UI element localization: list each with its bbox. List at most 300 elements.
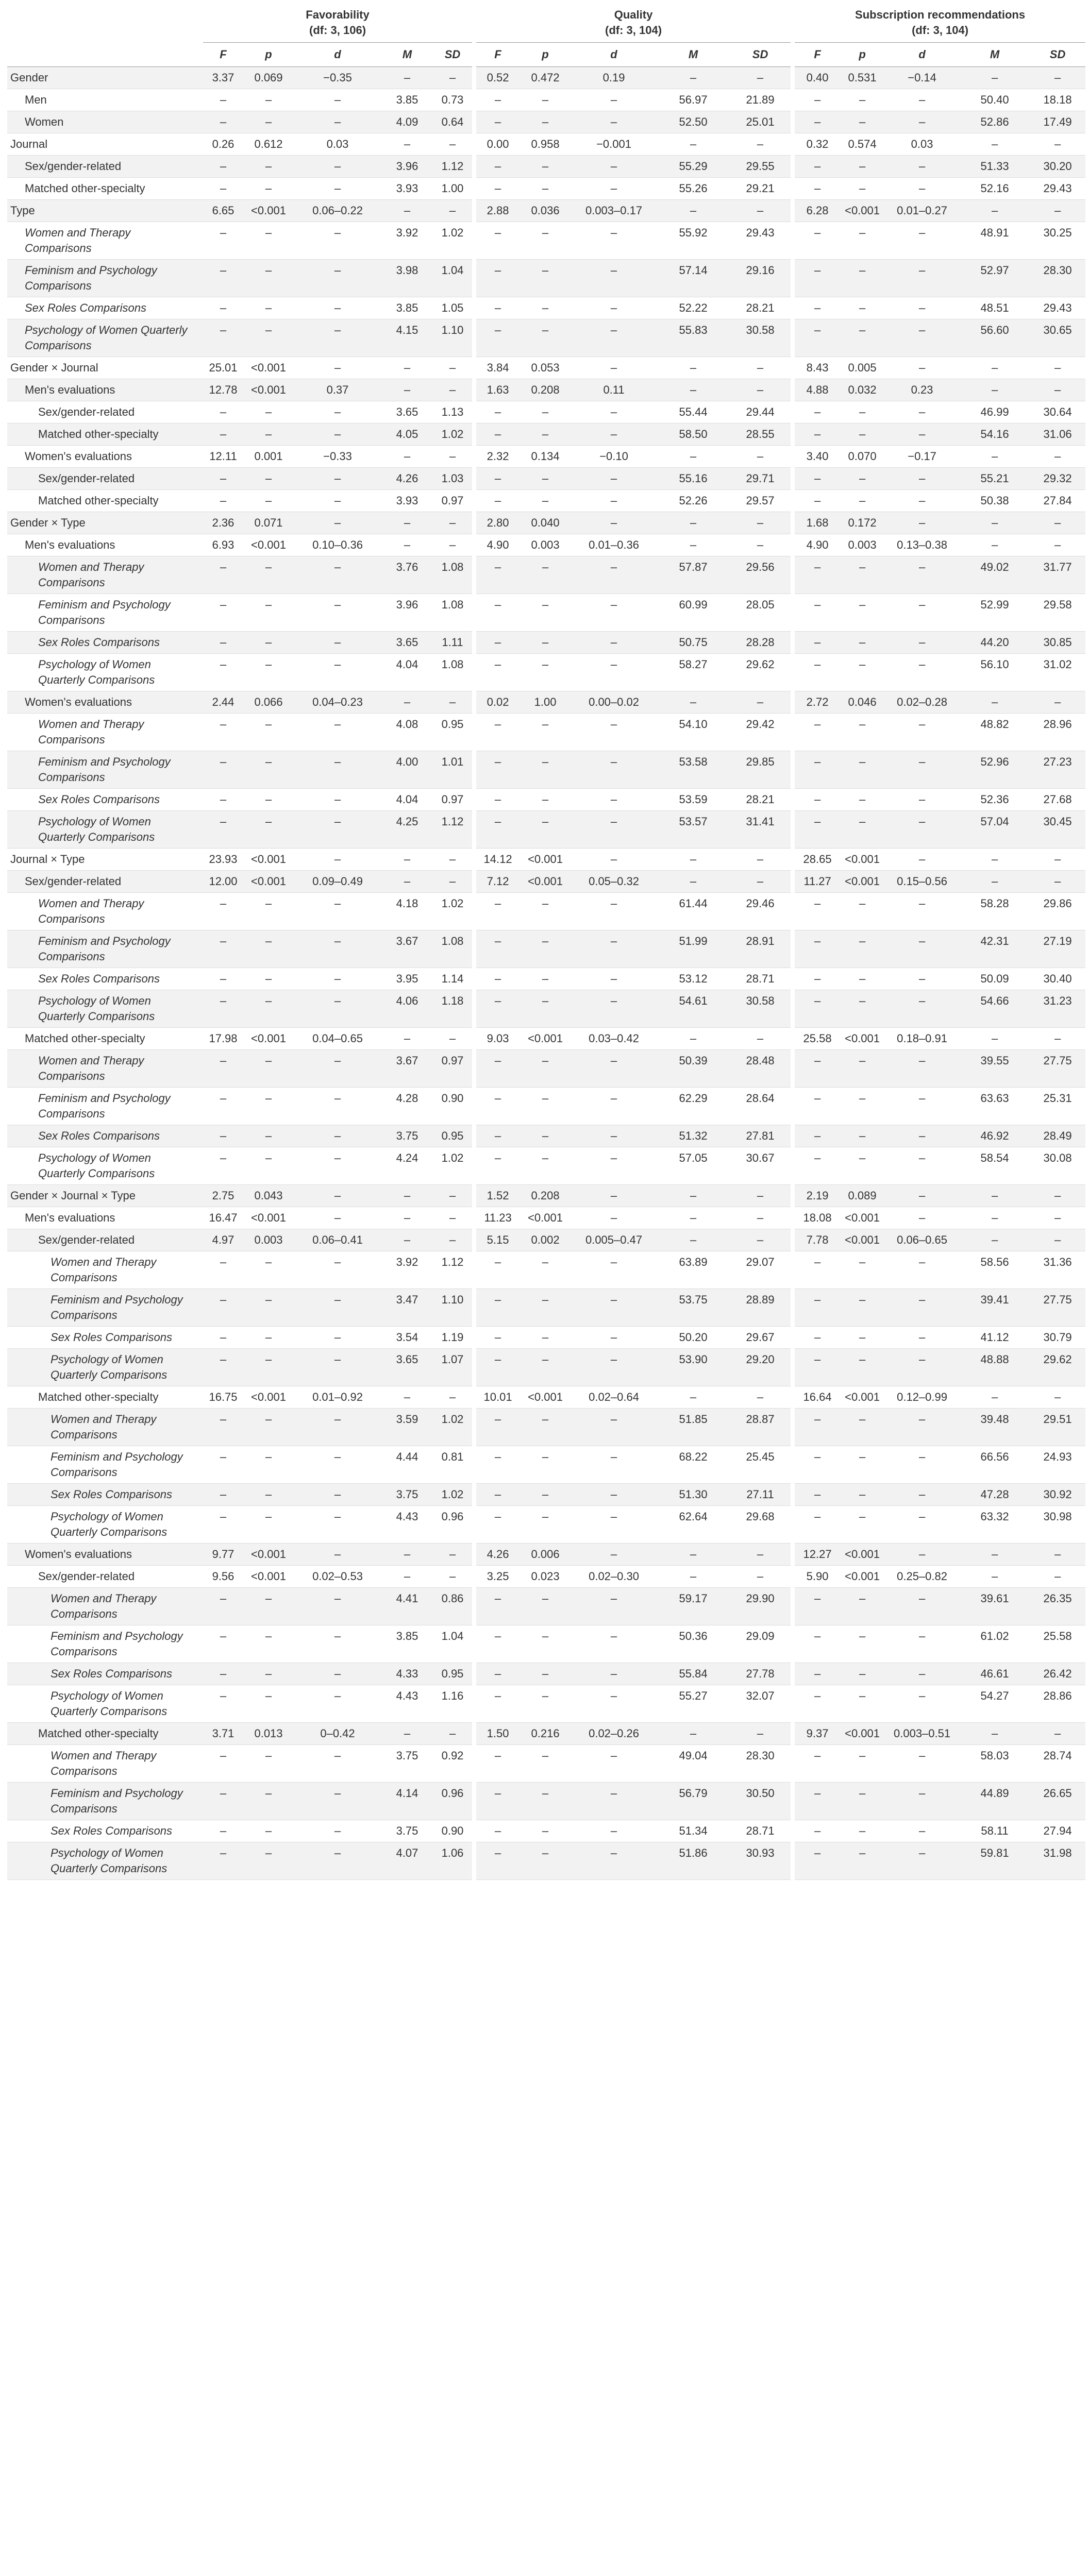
table-row (7, 632, 1085, 654)
cell-value: – (474, 156, 520, 178)
cell-value: – (730, 849, 793, 871)
cell-value: 17.49 (1030, 111, 1085, 133)
cell-value: −0.33 (294, 446, 381, 468)
table-row (7, 1147, 1085, 1185)
cell-value: – (793, 893, 840, 930)
group-title: Subscription recommendations (855, 8, 1026, 21)
cell-value: – (203, 319, 243, 357)
cell-value: <0.001 (520, 1028, 571, 1050)
cell-value: – (203, 156, 243, 178)
cell-value: – (884, 1588, 960, 1625)
cell-value: 17.98 (203, 1028, 243, 1050)
row-label: Matched other-specialty (7, 423, 203, 446)
row-label: Women and Therapy Comparisons (7, 1409, 203, 1446)
cell-value: – (793, 1409, 840, 1446)
cell-value: 28.49 (1030, 1125, 1085, 1147)
cell-value: 3.75 (381, 1820, 433, 1842)
cell-value: 3.75 (381, 1125, 433, 1147)
cell-value: – (730, 871, 793, 893)
cell-value: – (571, 1745, 657, 1783)
cell-value: – (520, 1484, 571, 1506)
cell-value: 0.070 (840, 446, 884, 468)
cell-value: – (840, 930, 884, 968)
table-row (7, 1028, 1085, 1050)
cell-value: <0.001 (520, 871, 571, 893)
row-label: Gender × Journal (7, 357, 203, 379)
cell-value: 29.55 (730, 156, 793, 178)
subcolumn-subscription-sd: SD (1030, 43, 1085, 67)
cell-value: – (571, 1207, 657, 1229)
cell-value: – (203, 893, 243, 930)
cell-value: – (840, 1349, 884, 1386)
cell-value: – (571, 594, 657, 632)
cell-value: – (243, 89, 294, 111)
cell-value: – (474, 89, 520, 111)
cell-value: – (730, 357, 793, 379)
cell-value: 18.08 (793, 1207, 840, 1229)
cell-value: 4.26 (381, 468, 433, 490)
row-label: Feminism and Psychology Comparisons (7, 1088, 203, 1125)
cell-value: 1.01 (433, 751, 474, 789)
table-row (7, 1327, 1085, 1349)
cell-value: 63.63 (960, 1088, 1030, 1125)
cell-value: – (474, 222, 520, 260)
cell-value: 0.023 (520, 1566, 571, 1588)
cell-value: 55.84 (657, 1663, 730, 1685)
cell-value: 0.01–0.36 (571, 534, 657, 556)
cell-value: – (884, 1050, 960, 1088)
cell-value: 50.40 (960, 89, 1030, 111)
cell-value: 0.01–0.92 (294, 1386, 381, 1409)
cell-value: – (571, 1147, 657, 1185)
cell-value: – (243, 1663, 294, 1685)
table-row (7, 1842, 1085, 1880)
table-row (7, 1349, 1085, 1386)
cell-value: – (243, 1349, 294, 1386)
cell-value: 3.71 (203, 1723, 243, 1745)
cell-value: <0.001 (243, 1544, 294, 1566)
cell-value: – (474, 811, 520, 849)
cell-value: 3.93 (381, 490, 433, 512)
cell-value: – (520, 490, 571, 512)
cell-value: – (474, 1506, 520, 1544)
cell-value: 48.82 (960, 714, 1030, 751)
cell-value: 28.65 (793, 849, 840, 871)
cell-value: 0.032 (840, 379, 884, 401)
cell-value: – (520, 401, 571, 423)
cell-value: – (243, 1289, 294, 1327)
cell-value: – (243, 178, 294, 200)
cell-value: 0.95 (433, 714, 474, 751)
cell-value: 1.06 (433, 1842, 474, 1880)
cell-value: 0.06–0.22 (294, 200, 381, 222)
cell-value: 32.07 (730, 1685, 793, 1723)
cell-value: 0.066 (243, 691, 294, 714)
cell-value: 50.20 (657, 1327, 730, 1349)
cell-value: – (203, 789, 243, 811)
cell-value: 44.20 (960, 632, 1030, 654)
cell-value: 4.14 (381, 1783, 433, 1820)
cell-value: 0.86 (433, 1588, 474, 1625)
cell-value: – (571, 751, 657, 789)
cell-value: – (433, 1723, 474, 1745)
cell-value: <0.001 (243, 1028, 294, 1050)
cell-value: 1.16 (433, 1685, 474, 1723)
cell-value: – (294, 1251, 381, 1289)
cell-value: – (657, 871, 730, 893)
cell-value: – (520, 156, 571, 178)
cell-value: 25.01 (203, 357, 243, 379)
cell-value: – (243, 1050, 294, 1088)
cell-value: – (793, 968, 840, 990)
cell-value: – (294, 1088, 381, 1125)
cell-value: 0–0.42 (294, 1723, 381, 1745)
cell-value: – (571, 849, 657, 871)
cell-value: – (571, 1409, 657, 1446)
cell-value: – (793, 789, 840, 811)
cell-value: – (294, 751, 381, 789)
cell-value: – (1030, 1028, 1085, 1050)
table-row (7, 556, 1085, 594)
cell-value: – (657, 379, 730, 401)
cell-value: – (730, 534, 793, 556)
table-header (7, 5, 1085, 67)
cell-value: – (571, 893, 657, 930)
cell-value: – (203, 468, 243, 490)
cell-value: – (884, 222, 960, 260)
cell-value: – (960, 1028, 1030, 1050)
cell-value: – (294, 1842, 381, 1880)
table-body (7, 67, 1085, 1880)
cell-value: 44.89 (960, 1783, 1030, 1820)
cell-value: 58.27 (657, 654, 730, 691)
cell-value: – (203, 751, 243, 789)
cell-value: 31.98 (1030, 1842, 1085, 1880)
cell-value: 28.64 (730, 1088, 793, 1125)
cell-value: – (884, 714, 960, 751)
cell-value: – (203, 490, 243, 512)
cell-value: 3.93 (381, 178, 433, 200)
table-row (7, 178, 1085, 200)
cell-value: – (657, 67, 730, 89)
cell-value: – (730, 1723, 793, 1745)
cell-value: – (243, 811, 294, 849)
cell-value: – (793, 423, 840, 446)
cell-value: 0.97 (433, 1050, 474, 1088)
cell-value: – (294, 811, 381, 849)
group-df: (df: 3, 106) (309, 24, 366, 37)
subcolumn-favorability-m: M (381, 43, 433, 67)
cell-value: – (657, 133, 730, 156)
cell-value: – (294, 89, 381, 111)
cell-value: 27.94 (1030, 1820, 1085, 1842)
cell-value: 0.574 (840, 133, 884, 156)
cell-value: 31.02 (1030, 654, 1085, 691)
cell-value: – (203, 1484, 243, 1506)
cell-value: – (571, 1588, 657, 1625)
cell-value: 0.03–0.42 (571, 1028, 657, 1050)
cell-value: – (571, 1289, 657, 1327)
cell-value: 5.15 (474, 1229, 520, 1251)
table-row (7, 1820, 1085, 1842)
row-label: Women (7, 111, 203, 133)
cell-value: 0.97 (433, 789, 474, 811)
cell-value: 29.85 (730, 751, 793, 789)
row-label: Sex/gender-related (7, 1229, 203, 1251)
cell-value: 4.05 (381, 423, 433, 446)
cell-value: – (840, 156, 884, 178)
cell-value: – (793, 111, 840, 133)
cell-value: – (294, 556, 381, 594)
cell-value: 3.75 (381, 1745, 433, 1783)
cell-value: 53.57 (657, 811, 730, 849)
cell-value: 59.17 (657, 1588, 730, 1625)
cell-value: – (433, 446, 474, 468)
cell-value: 51.85 (657, 1409, 730, 1446)
cell-value: – (884, 156, 960, 178)
cell-value: – (571, 789, 657, 811)
cell-value: <0.001 (840, 1229, 884, 1251)
cell-value: 0.05–0.32 (571, 871, 657, 893)
cell-value: 53.59 (657, 789, 730, 811)
cell-value: – (884, 89, 960, 111)
cell-value: – (884, 1147, 960, 1185)
cell-value: – (433, 1028, 474, 1050)
cell-value: 0.52 (474, 67, 520, 89)
cell-value: 28.71 (730, 968, 793, 990)
cell-value: 54.27 (960, 1685, 1030, 1723)
cell-value: <0.001 (840, 1544, 884, 1566)
table-row (7, 446, 1085, 468)
cell-value: 0.19 (571, 67, 657, 89)
cell-value: – (294, 990, 381, 1028)
table-row (7, 1446, 1085, 1484)
cell-value: – (294, 1588, 381, 1625)
cell-value: – (474, 178, 520, 200)
row-label: Gender × Journal × Type (7, 1185, 203, 1207)
cell-value: 0.13–0.38 (884, 534, 960, 556)
cell-value: 1.11 (433, 632, 474, 654)
cell-value: 31.23 (1030, 990, 1085, 1028)
row-label: Feminism and Psychology Comparisons (7, 1783, 203, 1820)
cell-value: 0.10–0.36 (294, 534, 381, 556)
cell-value: 58.54 (960, 1147, 1030, 1185)
cell-value: 55.16 (657, 468, 730, 490)
table-row (7, 1386, 1085, 1409)
cell-value: – (381, 1566, 433, 1588)
cell-value: – (520, 1446, 571, 1484)
cell-value: – (571, 1251, 657, 1289)
cell-value: – (960, 1229, 1030, 1251)
cell-value: – (520, 468, 571, 490)
cell-value: 29.20 (730, 1349, 793, 1386)
cell-value: 0.005 (840, 357, 884, 379)
cell-value: 39.41 (960, 1289, 1030, 1327)
cell-value: 29.56 (730, 556, 793, 594)
table-row (7, 1544, 1085, 1566)
cell-value: 1.68 (793, 512, 840, 534)
cell-value: – (381, 871, 433, 893)
table-row (7, 357, 1085, 379)
cell-value: – (203, 1625, 243, 1663)
table-row (7, 654, 1085, 691)
cell-value: – (243, 930, 294, 968)
cell-value: – (657, 1723, 730, 1745)
cell-value: 27.75 (1030, 1289, 1085, 1327)
cell-value: 46.92 (960, 1125, 1030, 1147)
cell-value: – (884, 990, 960, 1028)
cell-value: – (203, 1820, 243, 1842)
cell-value: – (840, 1685, 884, 1723)
cell-value: – (520, 1842, 571, 1880)
cell-value: 29.16 (730, 260, 793, 297)
cell-value: – (243, 594, 294, 632)
cell-value: – (294, 893, 381, 930)
cell-value: – (793, 1446, 840, 1484)
cell-value: 0.472 (520, 67, 571, 89)
cell-value: 54.16 (960, 423, 1030, 446)
cell-value: 27.78 (730, 1663, 793, 1685)
cell-value: 46.99 (960, 401, 1030, 423)
cell-value: 4.07 (381, 1842, 433, 1880)
cell-value: – (520, 632, 571, 654)
cell-value: 58.56 (960, 1251, 1030, 1289)
cell-value: – (294, 490, 381, 512)
cell-value: – (243, 1147, 294, 1185)
cell-value: – (381, 200, 433, 222)
cell-value: – (243, 1409, 294, 1446)
cell-value: – (1030, 1386, 1085, 1409)
cell-value: – (1030, 871, 1085, 893)
cell-value: 51.86 (657, 1842, 730, 1880)
row-label: Psychology of Women Quarterly Comparisons (7, 1842, 203, 1880)
cell-value: – (884, 1663, 960, 1685)
cell-value: 3.96 (381, 594, 433, 632)
row-label: Matched other-specialty (7, 1723, 203, 1745)
cell-value: 2.44 (203, 691, 243, 714)
cell-value: – (381, 1028, 433, 1050)
cell-value: 0.208 (520, 1185, 571, 1207)
cell-value: – (243, 1484, 294, 1506)
cell-value: – (294, 297, 381, 319)
row-label: Sex Roles Comparisons (7, 968, 203, 990)
cell-value: – (657, 691, 730, 714)
cell-value: – (884, 490, 960, 512)
table-row (7, 990, 1085, 1028)
cell-value: – (203, 1349, 243, 1386)
cell-value: – (203, 714, 243, 751)
table-row (7, 379, 1085, 401)
cell-value: – (884, 1745, 960, 1783)
cell-value: – (474, 260, 520, 297)
row-label: Psychology of Women Quarterly Comparisons (7, 1147, 203, 1185)
cell-value: – (657, 534, 730, 556)
row-label: Psychology of Women Quarterly Comparisons (7, 1685, 203, 1723)
cell-value: 3.85 (381, 297, 433, 319)
cell-value: – (657, 1544, 730, 1566)
cell-value: – (571, 319, 657, 357)
cell-value: 29.58 (1030, 594, 1085, 632)
cell-value: – (474, 1125, 520, 1147)
cell-value: 27.75 (1030, 1050, 1085, 1088)
row-label: Women and Therapy Comparisons (7, 222, 203, 260)
cell-value: – (520, 968, 571, 990)
cell-value: – (960, 133, 1030, 156)
cell-value: – (730, 133, 793, 156)
cell-value: 4.18 (381, 893, 433, 930)
cell-value: – (840, 1088, 884, 1125)
cell-value: – (203, 1327, 243, 1349)
cell-value: – (840, 1588, 884, 1625)
table-row (7, 222, 1085, 260)
cell-value: – (884, 512, 960, 534)
cell-value: 0.02–0.30 (571, 1566, 657, 1588)
cell-value: – (793, 811, 840, 849)
cell-value: 4.97 (203, 1229, 243, 1251)
cell-value: – (381, 379, 433, 401)
cell-value: – (294, 849, 381, 871)
cell-value: 26.42 (1030, 1663, 1085, 1685)
cell-value: – (571, 968, 657, 990)
cell-value: – (657, 512, 730, 534)
cell-value: – (884, 1783, 960, 1820)
cell-value: – (203, 1842, 243, 1880)
cell-value: 27.84 (1030, 490, 1085, 512)
cell-value: <0.001 (840, 1723, 884, 1745)
cell-value: – (243, 968, 294, 990)
subcolumn-subscription-f: F (793, 43, 840, 67)
cell-value: – (294, 1185, 381, 1207)
cell-value: 1.02 (433, 893, 474, 930)
cell-value: 30.20 (1030, 156, 1085, 178)
cell-value: 0.216 (520, 1723, 571, 1745)
cell-value: – (657, 1566, 730, 1588)
cell-value: 30.58 (730, 319, 793, 357)
cell-value: – (840, 789, 884, 811)
cell-value: 4.88 (793, 379, 840, 401)
cell-value: 29.68 (730, 1506, 793, 1544)
cell-value: – (571, 1820, 657, 1842)
cell-value: 52.96 (960, 751, 1030, 789)
cell-value: – (294, 1745, 381, 1783)
table-row (7, 1566, 1085, 1588)
subcolumn-favorability-p: p (243, 43, 294, 67)
cell-value: 31.41 (730, 811, 793, 849)
cell-value: – (474, 1663, 520, 1685)
cell-value: – (294, 1663, 381, 1685)
cell-value: – (571, 811, 657, 849)
cell-value: 0.02–0.26 (571, 1723, 657, 1745)
row-label: Gender (7, 67, 203, 89)
cell-value: 51.34 (657, 1820, 730, 1842)
cell-value: – (294, 319, 381, 357)
cell-value: 9.56 (203, 1566, 243, 1588)
cell-value: – (571, 654, 657, 691)
subcolumn-quality-d: d (571, 43, 657, 67)
cell-value: – (793, 1050, 840, 1088)
row-label: Psychology of Women Quarterly Comparisons (7, 1349, 203, 1386)
cell-value: 0.071 (243, 512, 294, 534)
cell-value: – (474, 1327, 520, 1349)
cell-value: – (520, 1050, 571, 1088)
cell-value: – (840, 990, 884, 1028)
cell-value: 30.65 (1030, 319, 1085, 357)
cell-value: – (294, 789, 381, 811)
cell-value: 4.15 (381, 319, 433, 357)
cell-value: 29.21 (730, 178, 793, 200)
cell-value: – (793, 1842, 840, 1880)
cell-value: 0.172 (840, 512, 884, 534)
